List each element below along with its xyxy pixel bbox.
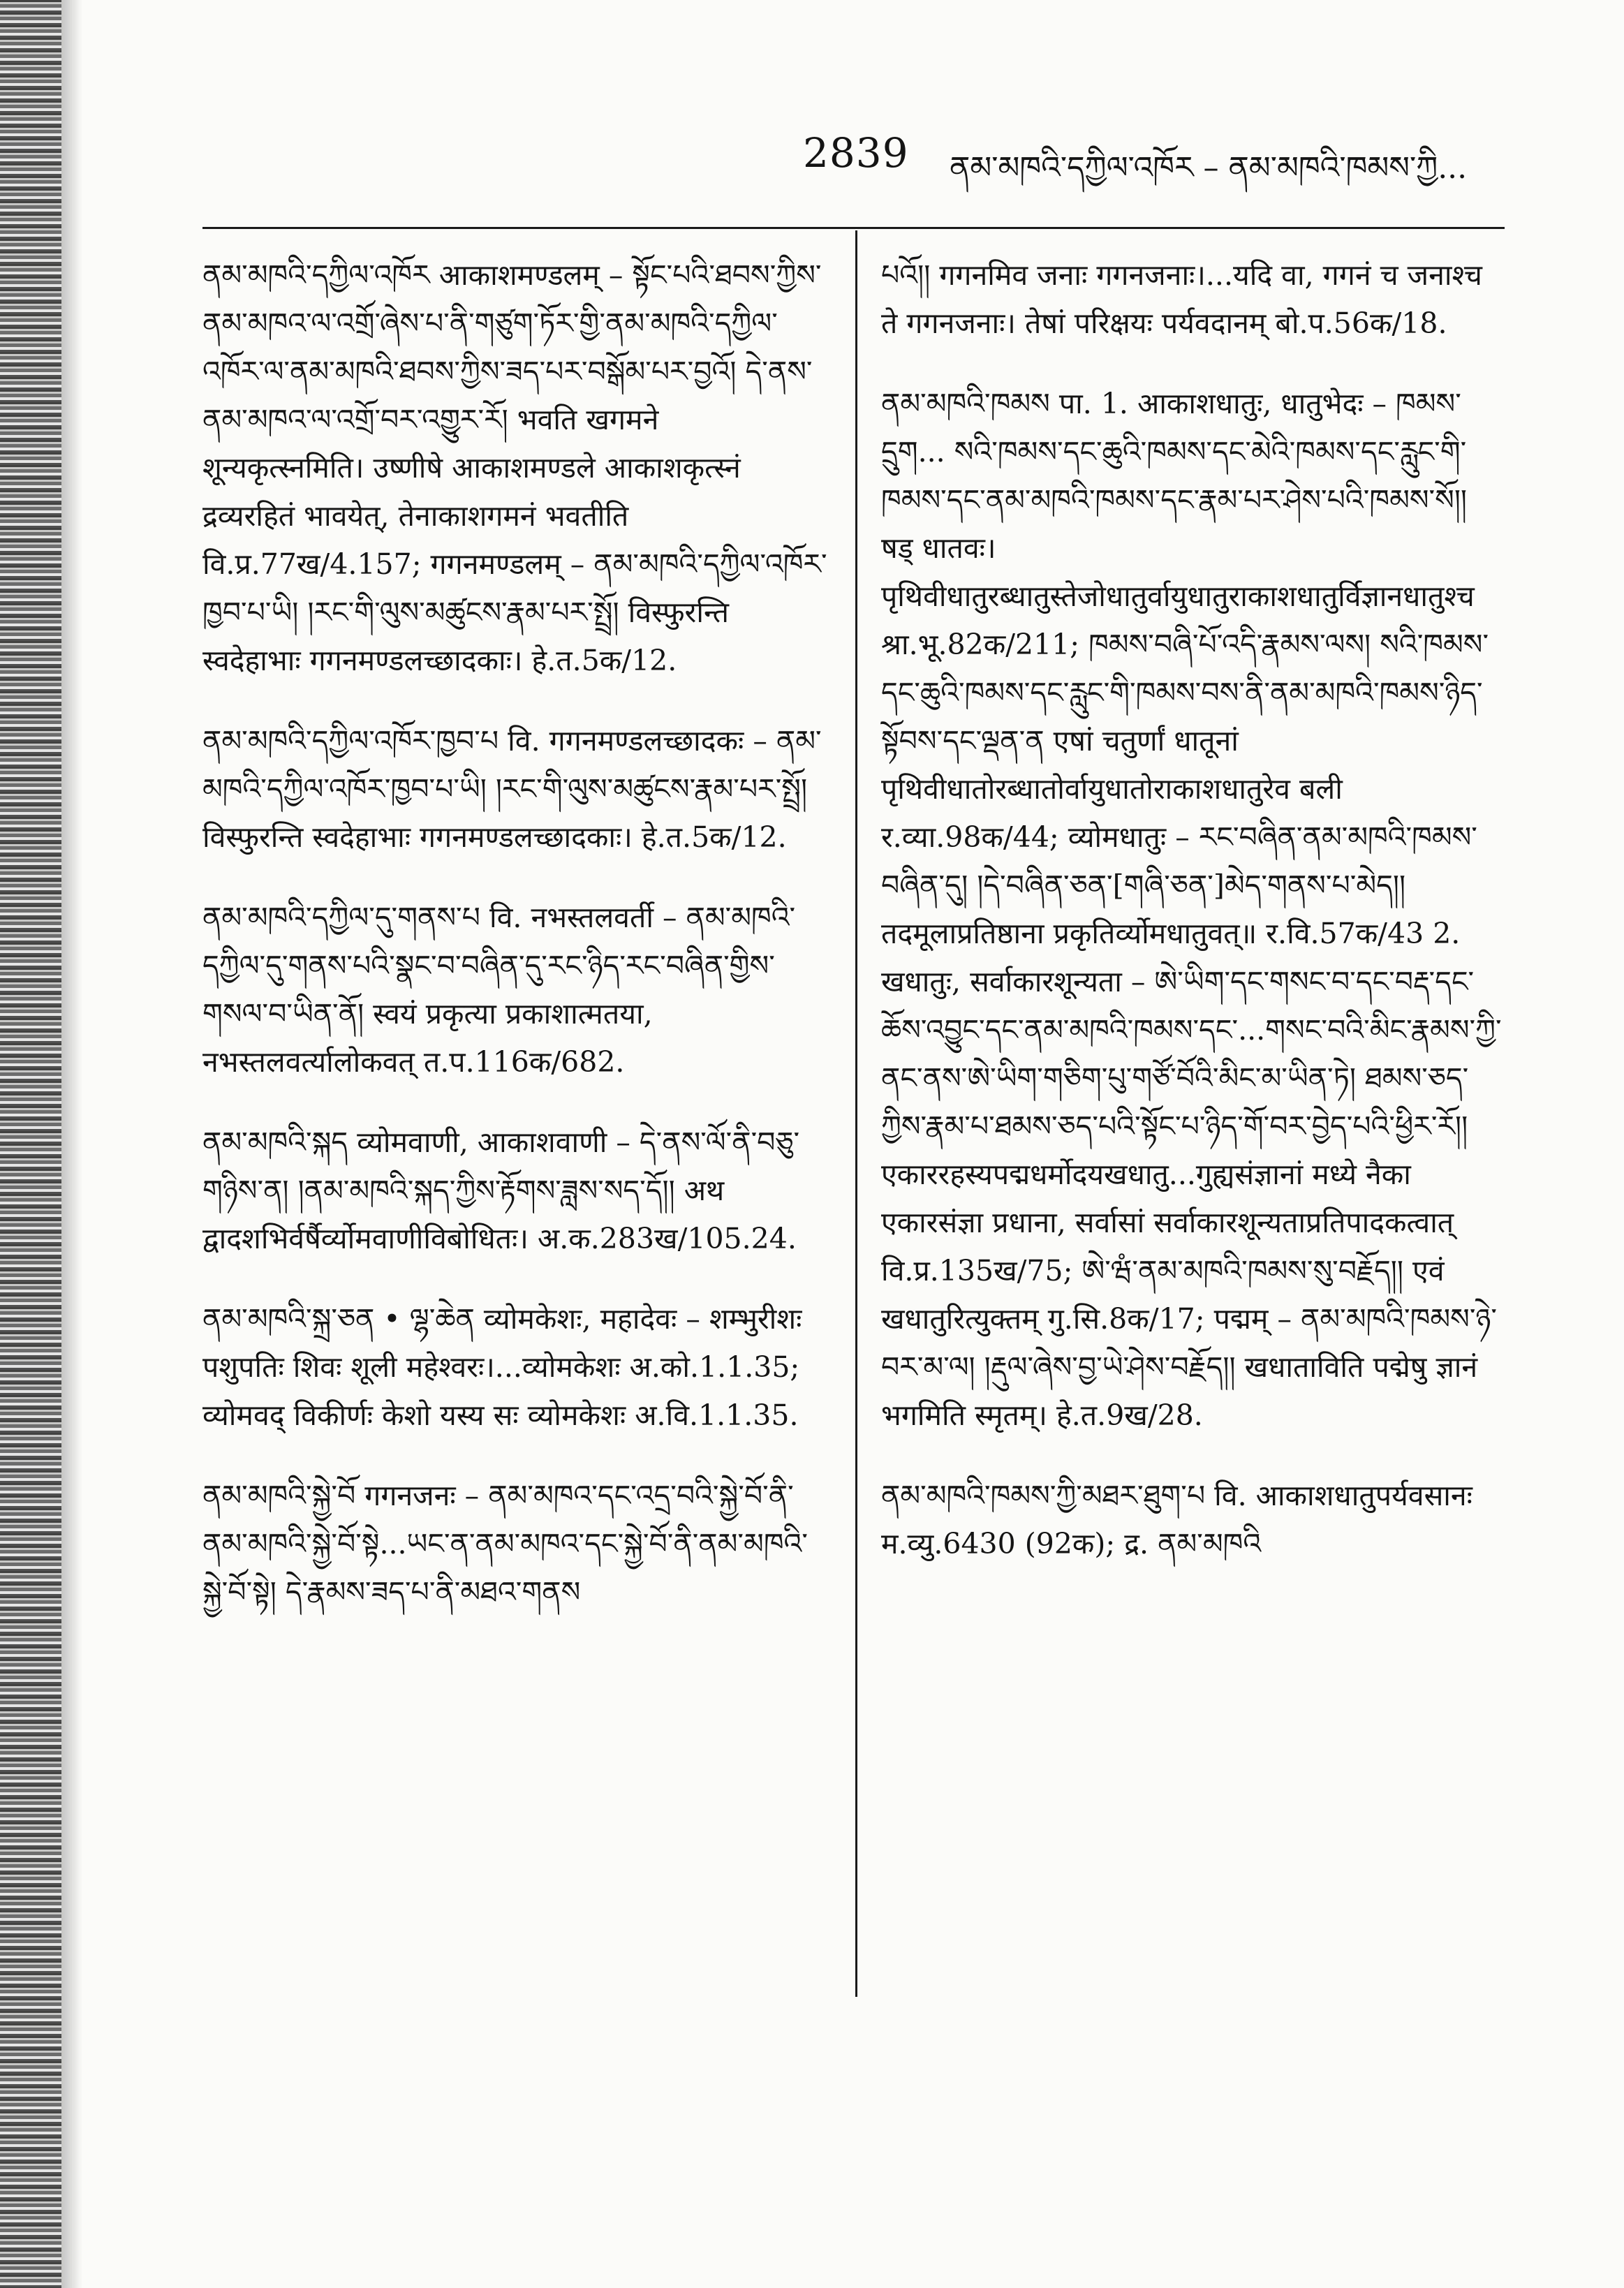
dictionary-entry: ནམ་མཁའི་སྐྱེ་བོ गगनजनः – ནམ་མཁའ་དང་འདྲ་བའི་སྐྱེ་བོ་ནི་ནམ་མཁའི་སྐྱེ་བོ་སྟེ...ཡང་ན་ནམ་མཁའ་དང་སྐྱེ་བོ་ནི་ནམ་མཁའི་སྐྱེ་བོ་སྟེ། དེ་རྣམས་ཟད་པ་ནི་མཐའ་གནས — [202, 1479, 808, 1609]
column-divider — [855, 230, 857, 1997]
page-number: 2839 — [803, 129, 909, 177]
page-header — [803, 129, 1501, 192]
book-binding-edge — [0, 0, 61, 2288]
running-head: ནམ་མཁའི་དཀྱིལ་འཁོར – ནམ་མཁའི་ཁམས་ཀྱི... — [950, 150, 1468, 186]
left-column — [202, 251, 827, 1648]
dictionary-entry-continued: པའོ།། गगनमिव जनाः गगनजनाः।...यदि वा, गगनं च जनाश्च ते गगनजनाः। तेषां परिक्षयः पर्यवदानम् बो.प.56क/18. — [881, 258, 1482, 340]
dictionary-entry: ནམ་མཁའི་དཀྱིལ་འཁོར आकाशमण्डलम् – སྟོང་པའི་ཐབས་ཀྱིས་ནམ་མཁའ་ལ་འགྲོ་ཞེས་པ་ནི་གཙུག་ཏོར་གྱི་ནམ་མཁའི་དཀྱིལ་འཁོར་ལ་ནམ་མཁའི་ཐབས་ཀྱིས་ཟད་པར་བསྒོམ་པར་བྱའོ། དེ་ནས་ནམ་མཁའ་ལ་འགྲོ་བར་འགྱུར་རོ། भवति खगमने शून्यकृत्स्नमिति। उष्णीषे आकाशमण्डले आकाशकृत्स्नं द्रव्यरहितं भावयेत्, तेनाकाशगमनं भवतीति वि.प्र.77ख/4.157; गगनमण्डलम् – ནམ་མཁའི་དཀྱིལ་འཁོར་ཁྱབ་པ་ཡི། །རང་གི་ལུས་མཚུངས་རྣམ་པར་སྤྲོ། विस्फुरन्ति स्वदेहाभाः गगनमण्डलच्छादकाः। हे.त.5क/12. — [202, 258, 827, 677]
dictionary-entry: ནམ་མཁའི་ཁམས་ཀྱི་མཐར་ཐུག་པ वि. आकाशधातुपर्यवसानः म.व्यु.6430 (92क); द्र. ནམ་མཁའི — [881, 1479, 1472, 1560]
dictionary-entry: ནམ་མཁའི་སྐྲ་ཅན • ལྷ་ཆེན व्योमकेशः, महादेवः – शम्भुरीशः पशुपतिः शिवः शूली महेश्वरः।...व्योमकेशः अ.को.1.1.35; व्योमवद् विकीर्णः केशो यस्य सः व्योमकेशः अ.वि.1.1.35. — [202, 1302, 802, 1432]
header-rule — [202, 227, 1505, 229]
dictionary-entry: ནམ་མཁའི་སྐད व्योमवाणी, आकाशवाणी – དེ་ནས་ལོ་ནི་བཅུ་གཉིས་ན། །ནམ་མཁའི་སྐད་ཀྱིས་རྟོགས་ཟླས་སད་དོ།། अथ द्वादशभिर्वर्षैर्व्योमवाणीविबोधितः। अ.क.283ख/105.24. — [202, 1125, 800, 1255]
right-column — [881, 251, 1506, 1600]
dictionary-entry: ནམ་མཁའི་དཀྱིལ་དུ་གནས་པ वि. नभस्तलवर्ती – ནམ་མཁའི་དཀྱིལ་དུ་གནས་པའི་སྣང་བ་བཞིན་དུ་རང་ཉིད་རང་བཞིན་གྱིས་གསལ་བ་ཡིན་ནོ། स्वयं प्रकृत्या प्रकाशात्मतया, नभस्तलवर्त्यालोकवत् त.प.116क/682. — [202, 901, 796, 1079]
dictionary-entry: ནམ་མཁའི་དཀྱིལ་འཁོར་ཁྱབ་པ वि. गगनमण्डलच्छादकः – ནམ་མཁའི་དཀྱིལ་འཁོར་ཁྱབ་པ་ཡི། །རང་གི་ལུས་མཚུངས་རྣམ་པར་སྤྲོ། विस्फुरन्ति स्वदेहाभाः गगनमण्डलच्छादकाः। हे.त.5क/12. — [202, 724, 822, 854]
dictionary-entry: ནམ་མཁའི་ཁམས पा. 1. आकाशधातुः, धातुभेदः – ཁམས་དྲུག... སའི་ཁམས་དང་ཆུའི་ཁམས་དང་མེའི་ཁམས་དང་རླུང་གི་ཁམས་དང་ནམ་མཁའི་ཁམས་དང་རྣམ་པར་ཤེས་པའི་ཁམས་སོ།། षड् धातवः। पृथिवीधातुरब्धातुस्तेजोधातुर्वायुधातुराकाशधातुर्विज्ञानधातुश्च श्रा.भू.82क/211; ཁམས་བཞི་པོ་འདི་རྣམས་ལས། སའི་ཁམས་དང་ཆུའི་ཁམས་དང་རླུང་གི་ཁམས་བས་ནི་ནམ་མཁའི་ཁམས་ཉིད་སྟོབས་དང་ལྡན་ན एषां चतुर्णां धातूनां पृथिवीधातोरब्धातोर्वायुधातोराकाशधातुरेव बली र.व्या.98क/44; व्योमधातुः – རང་བཞིན་ནམ་མཁའི་ཁམས་བཞིན་དུ། །དེ་བཞིན་ཅན་[གཞི་ཅན་]མེད་གནས་པ་མེད།། तदमूलाप्रतिष्ठाना प्रकृतिर्व्योमधातुवत्॥ र.वि.57क/43 2. खधातुः, सर्वाकारशून्यता – ཨེ་ཡིག་དང་གསང་བ་དང་བརྡ་དང་ཆོས་འབྱུང་དང་ནམ་མཁའི་ཁམས་དང་...གསང་བའི་མིང་རྣམས་ཀྱི་ནང་ནས་ཨེ་ཡིག་གཅིག་པུ་གཙོ་བོའི་མིང་མ་ཡིན་ཏེ། ཐམས་ཅད་ཀྱིས་རྣམ་པ་ཐམས་ཅད་པའི་སྟོང་པ་ཉིད་གོ་བར་བྱེད་པའི་ཕྱིར་རོ།། एकाररहस्यपद्मधर्मोदयखधातु...गुह्यसंज्ञानां मध्ये नैका एकारसंज्ञा प्रधाना, सर्वासां सर्वाकारशून्यताप्रतिपादकत्वात् वि.प्र.135ख/75; ཨེ་ཝཾ་ནམ་མཁའི་ཁམས་སུ་བརྗོད།། एवं खधातुरित्युक्तम् गु.सि.8क/17; पद्मम् – ནམ་མཁའི་ཁམས་ཉེ་བར་མ་ལ། །རྡུལ་ཞེས་བྱ་ཡེ་ཤེས་བརྗོད།། खधाताविति पद्मेषु ज्ञानं भगमिति स्मृतम्। हे.त.9ख/28. — [881, 387, 1502, 1432]
